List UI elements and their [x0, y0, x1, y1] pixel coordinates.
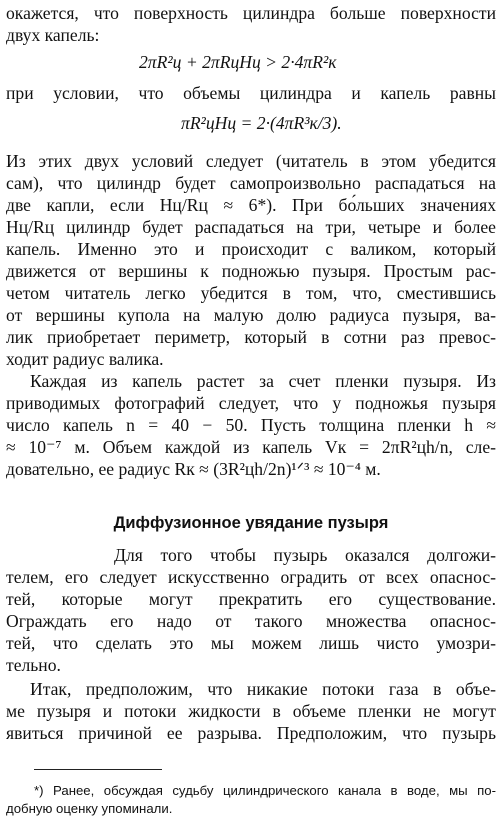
- text-line: двух капель:: [6, 25, 100, 45]
- text-line: окажется, что поверхность цилиндра больше поверхности: [6, 3, 496, 23]
- text-line: довательно, ее радиус Rк ≈ (3R²цh/2n)¹ᐟ³ ≈ 10⁻⁴ м.: [6, 459, 381, 479]
- text-line: телем, его следует искусственно оградить от всех опаснос-: [6, 567, 496, 587]
- text-line: Hц/Rц цилиндр будет распадаться на три, четыре и более: [6, 217, 496, 237]
- text-line: число капель n = 40 − 50. Пусть толщина пленки h ≈: [6, 415, 496, 435]
- text-line: ≈ 10⁻⁷ м. Объем каждой из капель Vк = 2πR²цh/n, сле-: [6, 437, 496, 457]
- text-line: Ограждать его надо от такого множества опаснос-: [6, 611, 496, 631]
- text-line: Из этих двух условий следует (читатель в этом убедится: [6, 151, 496, 171]
- text-line: ходит радиус валика.: [6, 349, 164, 369]
- text-line: четом читатель легко убедится в том, что, сместившись: [6, 283, 496, 303]
- text-line: тельно.: [6, 655, 61, 675]
- text-line: две капли, если Hц/Rц ≈ 6*). При бо́льших значениях: [6, 195, 496, 215]
- text-line: сам), что цилиндр будет самопроизвольно распадаться на: [6, 173, 496, 193]
- formula-surface-inequality: 2πR²ц + 2πRцHц > 2·4πR²к: [139, 52, 337, 72]
- footnote-line: *) Ранее, обсуждая судьбу цилиндрического канала в воде, мы по-: [34, 783, 496, 798]
- formula-volume-equality: πR²цHц = 2·(4πR³к/3).: [181, 113, 342, 133]
- text-line: Для того чтобы пузырь оказался долгожи-: [114, 545, 496, 565]
- footnote-line: добную оценку упоминали.: [6, 801, 173, 816]
- text-line: движется от вершины к подножью пузыря. Простым рас-: [6, 261, 496, 281]
- text-line: Каждая из капель растет за счет пленки пузыря. Из: [30, 371, 496, 391]
- text-line: приводимых фотографий следует, что у подножья пузыря: [6, 393, 496, 413]
- text-line: ме пузыря и потоки жидкости в объеме пленки не могут: [6, 701, 496, 721]
- text-line: тей, что сделать это мы можем лишь чисто умозри-: [6, 633, 496, 653]
- text-line: явиться причиной ее разрыва. Предположим, что пузырь: [6, 723, 496, 743]
- text-line: лик приобретает периметр, который в сотни раз превос-: [6, 327, 496, 347]
- section-heading: Диффузионное увядание пузыря: [113, 514, 389, 532]
- text-line: капель. Именно это и происходит с валиком, который: [6, 239, 496, 259]
- text-line: при условии, что объемы цилиндра и капель равны: [6, 83, 496, 103]
- text-line: от вершины купола на малую долю радиуса пузыря, ва-: [6, 305, 496, 325]
- footnote-rule: [34, 769, 162, 770]
- text-line: тей, которые могут прекратить его существование.: [6, 589, 496, 609]
- text-line: Итак, предположим, что никакие потоки газа в объе-: [30, 679, 496, 699]
